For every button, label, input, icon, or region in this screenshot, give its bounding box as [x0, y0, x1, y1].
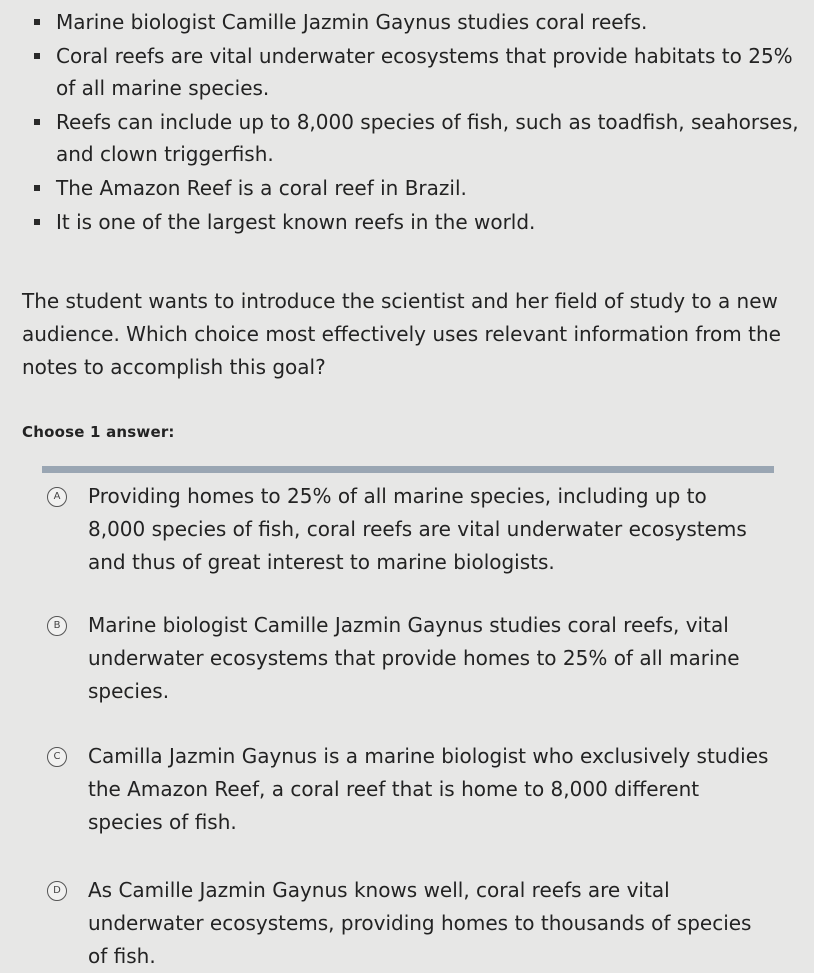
option-d-radio-icon[interactable]: D — [47, 881, 67, 901]
question-text: The student wants to introduce the scientist and her field of study to a new audience. Which choice most effectively uses relevant information from the notes to accomplish this goal? — [22, 289, 781, 379]
option-b-text: Marine biologist Camille Jazmin Gaynus studies coral reefs, vital underwater ecosystems that provide homes to 25% of all marine species. — [88, 613, 740, 703]
bullet-icon — [34, 185, 40, 191]
option-b-radio-icon[interactable]: B — [47, 616, 67, 636]
note-text: The Amazon Reef is a coral reef in Brazil. — [56, 176, 467, 200]
answer-option-c[interactable] — [0, 740, 800, 839]
divider — [42, 466, 774, 473]
notes-list — [0, 6, 800, 240]
bullet-icon — [34, 19, 40, 25]
option-c-radio-icon[interactable]: C — [47, 747, 67, 767]
option-a-radio-icon[interactable]: A — [47, 487, 67, 507]
note-text: Reefs can include up to 8,000 species of fish, such as toadfish, seahorses, and clown triggerfish. — [56, 110, 799, 166]
option-d-text: As Camille Jazmin Gaynus knows well, coral reefs are vital underwater ecosystems, providing homes to thousands of species of fish. — [88, 878, 752, 968]
note-item — [0, 40, 800, 104]
note-text: Marine biologist Camille Jazmin Gaynus studies coral reefs. — [56, 10, 648, 34]
bullet-icon — [34, 119, 40, 125]
option-c-text: Camilla Jazmin Gaynus is a marine biologist who exclusively studies the Amazon Reef, a coral reef that is home to 8,000 different species of fish. — [88, 744, 769, 834]
answer-options — [0, 480, 800, 973]
bullet-icon — [34, 53, 40, 59]
note-text: It is one of the largest known reefs in the world. — [56, 210, 536, 234]
note-item — [0, 6, 800, 38]
note-item — [0, 106, 800, 170]
note-text: Coral reefs are vital underwater ecosystems that provide habitats to 25% of all marine species. — [56, 44, 793, 100]
choose-label: Choose 1 answer: — [22, 423, 175, 441]
answer-option-b[interactable] — [0, 609, 800, 708]
option-a-text: Providing homes to 25% of all marine species, including up to 8,000 species of fish, coral reefs are vital underwater ecosystems and thus of great interest to marine biologists. — [88, 484, 747, 574]
answer-option-a[interactable] — [0, 480, 800, 579]
note-item — [0, 172, 800, 204]
bullet-icon — [34, 219, 40, 225]
note-item — [0, 206, 800, 238]
answer-option-d[interactable] — [0, 874, 800, 973]
